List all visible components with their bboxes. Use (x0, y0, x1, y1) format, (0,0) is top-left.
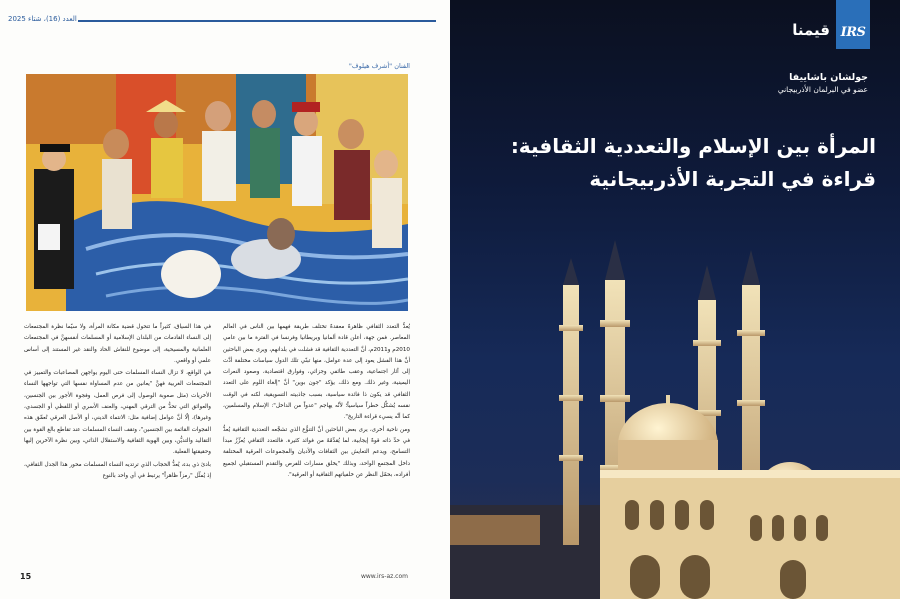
header-rule (78, 20, 436, 22)
section-label: قيمنا (792, 21, 830, 39)
article-column-right (223, 322, 410, 567)
brand-header (792, 0, 870, 49)
paragraph: بادئ ذي بدء، يُعدُّ الحجاب الذي ترتديه النساء المسلمات محور هذا الجدل الثقافي، إذ يُمثِّل "رمزاً ظاهراً" يرتبط في أي واحد بالنوع (24, 461, 211, 479)
article-headline: المرأة بين الإسلام والتعددية الثقافية: قراءة في التجربة الأذربيجانية (510, 134, 876, 191)
paragraph: في الواقع، لا تزال النساء المسلمات حتى اليوم يواجهن المصاعبات والتمييز في المجتمعات الغربية فهنَّ "يعانين من عدم المساواة نفسها التي تواجهها النساء الأخريات (مثل صعوبة الوصول إلى فرص العمل، وفجوة الأجور بين الجنسين، والعوائق التي تحدُّ من الترقي المهني، والعنف الأسري أو اللفظي أو الجسدي، وغيرها)، إلّا أنَّ عوامل إضافية مثل: الانتماء الديني، أو الأصل العرقي تُعمِّق هذه الفجوات القائمة بين الجنسين"، وتقف النساء المسلمات عند تقاطع بالغ القوة بين التقاليد والتديُّن، وبين الهوية الثقافية والاستقلال الذاتي، وبين نظرة الآخرين إليها وحقيقتها الفعلية. (24, 370, 211, 456)
painting-caption: الفنان "أشرف هيلوف" (348, 62, 410, 70)
author-block (778, 72, 868, 94)
author-name: جولشان باشاييفا (789, 72, 868, 83)
paragraph: ومن ناحية أخرى، يرى بعض الباحثين أنَّ التنوُّع الذي تشجِّعه التعددية الثقافية يُعدُّ في حدِّ ذاته قوةً إيجابية، لما يُقدِّمُهُ من فوائد كثيرة. فالتعدد الثقافي يُعزِّزُ مبدأ التسامح، ويدعم التعايش بين الثقافات والأديان والمجموعات العرقية المختلفة داخل المجتمع الواحد، وبذلك "يخلق مسارات للفرص والتقدم المستقبلي لجميع أفراده، بحمّل النظر عن خلفياتهم الثقافية أو العرقية". (223, 426, 410, 478)
page-number: 15 (20, 572, 32, 581)
paragraph: في هذا السياق، كثيراً ما تتحول قضية مكانة المرأة، ولا سيّما نظرة المجتمعات إلى النساء القادمات من البلدان الإسلامية أو المسلمات أنفسهنَّ في المجتمعات العلمانية والمسيحية، إلى موضوع للنقاش الحاد والنقد غير المستند إلى أساس علمي أو واقعي. (24, 324, 211, 364)
logo-text: IRS (840, 25, 866, 40)
paragraph: يُعدُّ التعدد الثقافي ظاهرةً معقدةً تختلف طريقة فهمها بين الناس في العالم المعاصر. فمن جهة، أعلن قادة ألمانيا وبريطانيا وفرنسا في الفترة ما بين عامي 2010م و2011م، أنَّ التعددية الثقافية قد فشلت في بلدانهم، ويرى بعض الباحثين أنَّ هذا الفشل يعود إلى عدة عوامل، منها تبنّي تلك الدول سياسات مختلفة أدَّت إلى آثار اجتماعية، وعقب طائفي وجزائي، وفوارق اقتصادية، وصعود النعرات اليمينية، وغير ذلك. ومع ذلك، يؤكد "جون بوين" أنَّ "إلغاء اللوم على التعدد الثقافي قد يكون ذا فائدة سياسية، بسبب جاذبيته التسويقية، لكنه في الوقت نفسه يُشكِّل خطراً سياسياً؛ لأنَّه يهاجم "عدواً من الداخل": الإسلام والمسلمين، كما أنَّه يسيء قراءة التاريخ". (223, 324, 410, 421)
website-url[interactable]: www.irs-az.com (360, 573, 408, 580)
article-columns (24, 322, 410, 567)
irs-logo (836, 0, 870, 49)
author-role: عضو في البرلمان الأذربيجاني (777, 85, 868, 94)
issue-label: العدد (16)، شتاء 2025 (8, 15, 77, 23)
article-column-left (24, 322, 211, 567)
painting-illustration (26, 74, 408, 311)
right-page (450, 0, 900, 599)
